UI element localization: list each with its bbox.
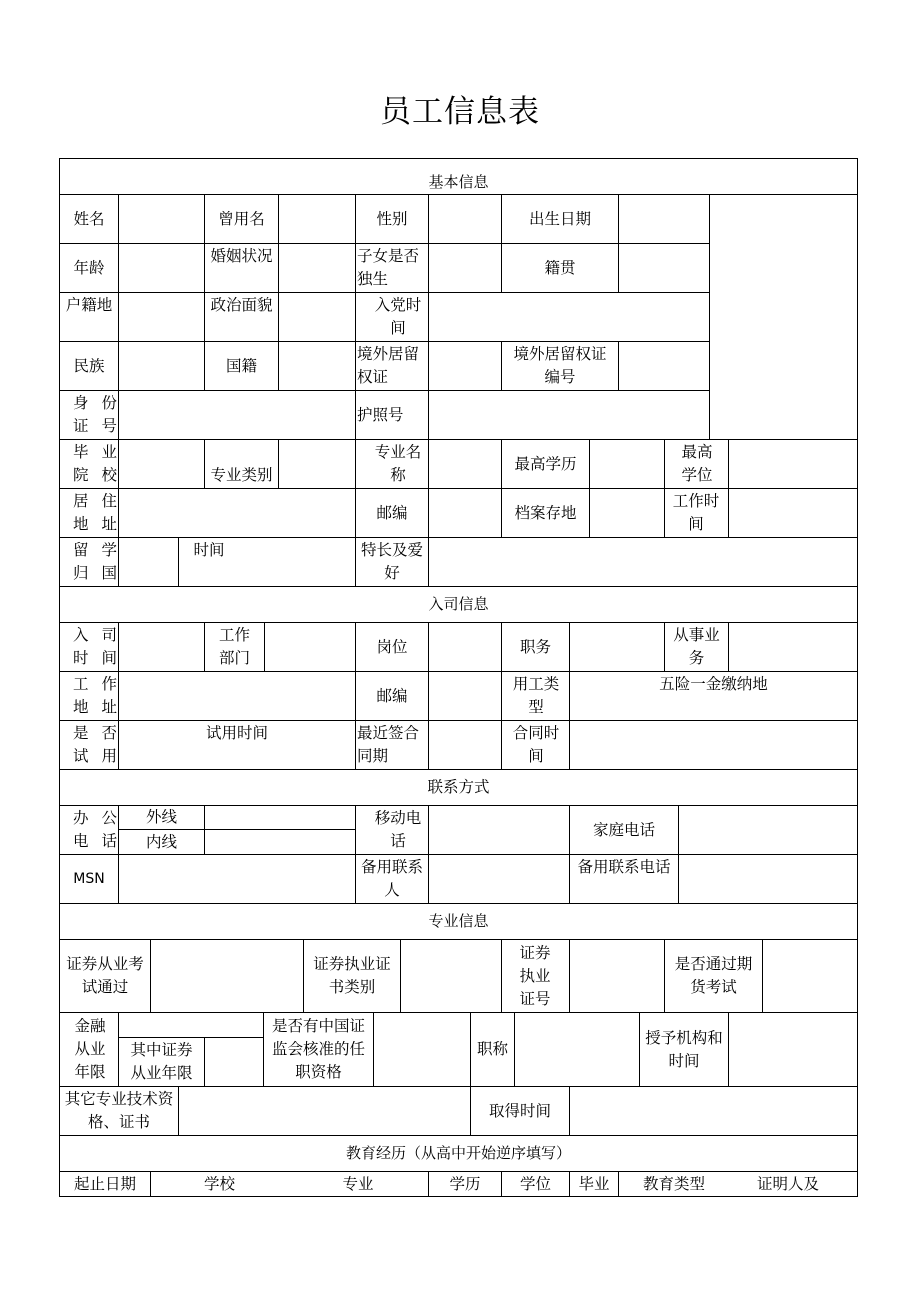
label-highest-degree: 最高学位 bbox=[681, 443, 713, 484]
label-securities-exam: 证券从业考试通过 bbox=[66, 955, 144, 996]
label-obtain-time: 取得时间 bbox=[488, 1101, 551, 1120]
label-probation-time: 试用时间 bbox=[205, 724, 268, 742]
label-latest-contract-period: 最近签合同期 bbox=[357, 724, 420, 765]
label-birth-date: 出生日期 bbox=[528, 209, 591, 228]
label-gender: 性别 bbox=[376, 209, 408, 228]
label-job-title: 职称 bbox=[476, 1040, 508, 1058]
label-major-name: 专业名称 bbox=[374, 443, 422, 484]
label-party-join-time: 入党时间 bbox=[374, 296, 422, 337]
label-return-from-abroad: 留学归国 bbox=[73, 541, 117, 582]
label-home-phone: 家庭电话 bbox=[592, 820, 655, 839]
label-employment-type: 用工类型 bbox=[512, 675, 560, 716]
label-probation: 是否试用 bbox=[73, 724, 117, 765]
label-name: 姓名 bbox=[73, 209, 105, 228]
label-postcode: 邮编 bbox=[376, 503, 408, 522]
label-backup-phone: 备用联系电话 bbox=[577, 858, 671, 876]
label-securities-years: 其中证券从业年限 bbox=[130, 1041, 193, 1082]
label-highest-education: 最高学历 bbox=[514, 454, 577, 473]
edu-header-reference: 证明人及 bbox=[756, 1174, 819, 1193]
label-mobile: 移动电话 bbox=[374, 809, 422, 850]
label-futures-exam: 是否通过期货考试 bbox=[674, 955, 753, 996]
label-household-reg: 户籍地 bbox=[65, 296, 113, 314]
label-csrc-qualification: 是否有中国证监会核准的任职资格 bbox=[271, 1017, 365, 1081]
label-securities-cert-type: 证券执业证书类别 bbox=[313, 955, 391, 996]
label-external-line: 外线 bbox=[145, 808, 177, 826]
label-id-number: 身份证号 bbox=[73, 394, 117, 435]
label-entry-postcode: 邮编 bbox=[376, 686, 408, 705]
label-grant-org-time: 授予机构和时间 bbox=[645, 1028, 723, 1070]
page-title: 员工信息表 bbox=[380, 94, 540, 130]
edu-header-degree: 学位 bbox=[519, 1174, 551, 1193]
edu-header-education: 学历 bbox=[449, 1174, 481, 1193]
edu-header-major: 专业 bbox=[342, 1174, 374, 1193]
label-nationality: 国籍 bbox=[225, 356, 257, 375]
label-former-name: 曾用名 bbox=[218, 209, 265, 228]
label-position: 岗位 bbox=[376, 637, 408, 656]
label-entry-time: 入司时间 bbox=[73, 626, 117, 667]
label-graduate-school: 毕业院校 bbox=[73, 443, 117, 484]
label-work-start-time: 工作时间 bbox=[672, 492, 720, 533]
label-business: 从事业务 bbox=[673, 626, 720, 667]
label-internal-line: 内线 bbox=[145, 832, 177, 851]
label-major-category: 专业类别 bbox=[210, 466, 273, 484]
label-passport-no: 护照号 bbox=[357, 405, 404, 424]
label-only-child: 子女是否独生 bbox=[357, 247, 420, 288]
label-time: 时间 bbox=[193, 541, 225, 559]
label-duty: 职务 bbox=[519, 637, 551, 656]
section-basic-info: 基本信息 bbox=[428, 173, 489, 191]
section-professional-info: 专业信息 bbox=[428, 912, 489, 930]
label-backup-contact: 备用联系人 bbox=[360, 858, 423, 899]
label-office-phone: 办公电话 bbox=[73, 809, 117, 850]
label-other-qualification: 其它专业技术资格、证书 bbox=[64, 1090, 174, 1131]
label-securities-cert-no: 证券执业证号 bbox=[519, 943, 551, 1008]
label-native-place: 籍贯 bbox=[544, 258, 576, 277]
edu-header-graduation: 毕业 bbox=[578, 1174, 610, 1193]
label-insurance-location: 五险一金缴纳地 bbox=[659, 675, 768, 693]
label-overseas-residence-no: 境外居留权证编号 bbox=[513, 345, 607, 386]
label-msn: MSN bbox=[73, 870, 105, 887]
label-ethnicity: 民族 bbox=[73, 356, 105, 375]
label-work-location: 工作地址 bbox=[73, 675, 117, 716]
label-address: 居住地址 bbox=[73, 492, 117, 533]
label-overseas-residence: 境外居留权证 bbox=[357, 345, 420, 386]
section-education: 教育经历（从高中开始逆序填写） bbox=[345, 1144, 571, 1162]
label-archive-location: 档案存地 bbox=[514, 503, 577, 522]
label-political-status: 政治面貌 bbox=[210, 296, 273, 314]
label-contract-time: 合同时间 bbox=[512, 724, 560, 765]
section-contact: 联系方式 bbox=[427, 778, 490, 796]
label-hobbies: 特长及爱好 bbox=[360, 541, 423, 582]
edu-header-school: 学校 bbox=[203, 1174, 235, 1193]
label-marital-status: 婚姻状况 bbox=[210, 247, 273, 265]
label-department: 工作部门 bbox=[218, 626, 250, 667]
label-finance-years: 金融从业年限 bbox=[74, 1017, 106, 1081]
section-entry-info: 入司信息 bbox=[428, 595, 489, 613]
edu-header-education-type: 教育类型 bbox=[642, 1174, 705, 1193]
label-age: 年龄 bbox=[73, 258, 105, 277]
edu-header-period: 起止日期 bbox=[73, 1174, 136, 1193]
